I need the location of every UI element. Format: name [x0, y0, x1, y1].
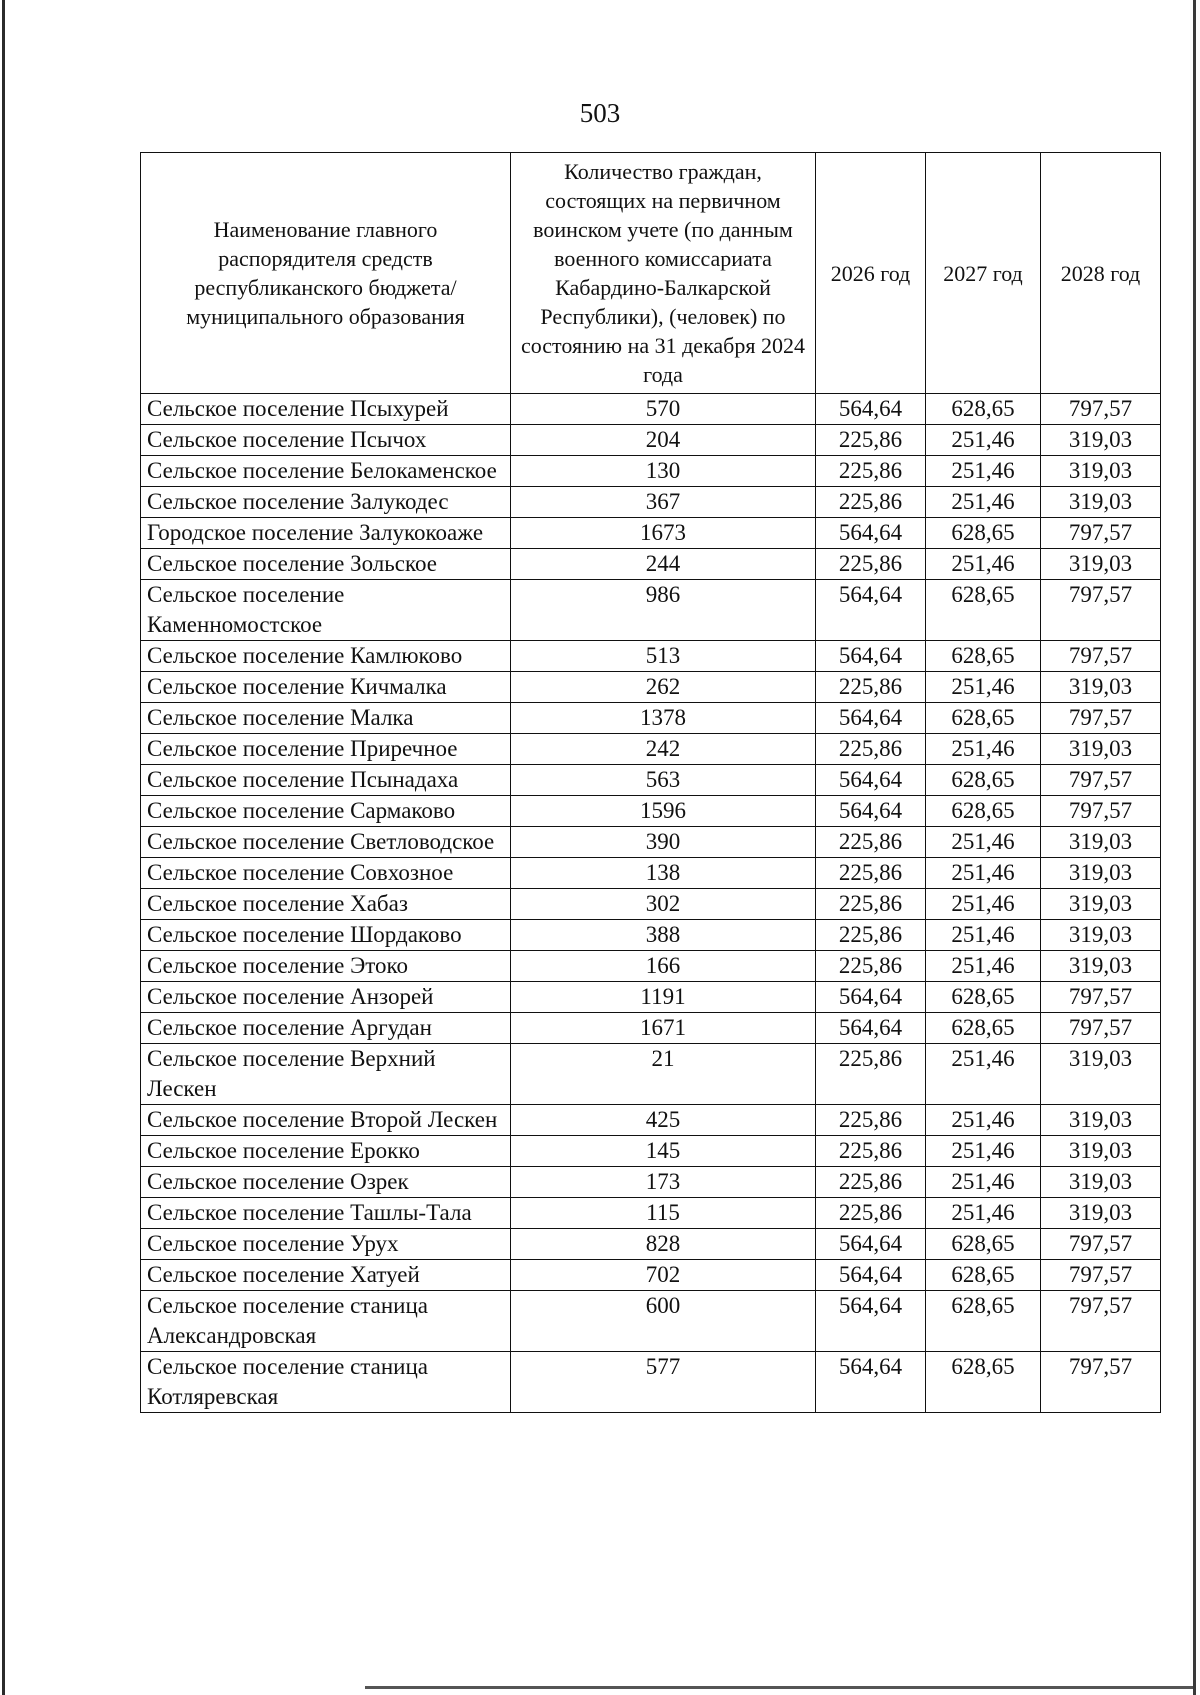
row-2028: 319,03	[1041, 1167, 1161, 1198]
row-name: Сельское поселение станица Александровская	[141, 1291, 511, 1352]
row-name: Сельское поселение станица Котляревская	[141, 1352, 511, 1413]
row-2026: 225,86	[816, 487, 926, 518]
row-2026: 564,64	[816, 518, 926, 549]
row-name: Сельское поселение Залукодес	[141, 487, 511, 518]
row-2026: 564,64	[816, 1229, 926, 1260]
table-row	[141, 1229, 1161, 1260]
row-count: 1673	[511, 518, 816, 549]
table-row	[141, 765, 1161, 796]
row-2027: 251,46	[926, 487, 1041, 518]
row-name: Сельское поселение Кичмалка	[141, 672, 511, 703]
scan-left-edge	[2, 0, 5, 1695]
row-name: Сельское поселение Псычох	[141, 425, 511, 456]
row-2026: 564,64	[816, 1260, 926, 1291]
row-2026: 225,86	[816, 1044, 926, 1105]
table-row	[141, 1291, 1161, 1352]
row-2026: 225,86	[816, 734, 926, 765]
row-2027: 628,65	[926, 641, 1041, 672]
row-2027: 628,65	[926, 518, 1041, 549]
row-2027: 251,46	[926, 549, 1041, 580]
row-2026: 225,86	[816, 920, 926, 951]
row-count: 986	[511, 580, 816, 641]
row-count: 1378	[511, 703, 816, 734]
row-name: Сельское поселение Хатуей	[141, 1260, 511, 1291]
row-name: Городское поселение Залукокоаже	[141, 518, 511, 549]
row-name: Сельское поселение Зольское	[141, 549, 511, 580]
row-2027: 251,46	[926, 1136, 1041, 1167]
row-2026: 225,86	[816, 827, 926, 858]
row-2028: 319,03	[1041, 487, 1161, 518]
row-count: 244	[511, 549, 816, 580]
row-2027: 628,65	[926, 1260, 1041, 1291]
row-2028: 319,03	[1041, 889, 1161, 920]
row-2027: 251,46	[926, 1198, 1041, 1229]
row-count: 302	[511, 889, 816, 920]
row-name: Сельское поселение Сармаково	[141, 796, 511, 827]
table-row	[141, 734, 1161, 765]
table-row	[141, 394, 1161, 425]
row-2026: 225,86	[816, 858, 926, 889]
table-row	[141, 703, 1161, 734]
scan-right-edge	[1193, 0, 1196, 1695]
header-2026: 2026 год	[816, 153, 926, 394]
header-name: Наименование главного распорядителя средств республиканского бюджета/муниципального образования	[141, 153, 511, 394]
row-2027: 628,65	[926, 1229, 1041, 1260]
row-2027: 251,46	[926, 672, 1041, 703]
row-2028: 319,03	[1041, 425, 1161, 456]
table-row	[141, 858, 1161, 889]
row-2027: 628,65	[926, 1352, 1041, 1413]
table-row	[141, 1167, 1161, 1198]
row-2027: 251,46	[926, 889, 1041, 920]
row-count: 390	[511, 827, 816, 858]
row-name: Сельское поселение Белокаменское	[141, 456, 511, 487]
row-2027: 628,65	[926, 394, 1041, 425]
table-header-row	[141, 153, 1161, 394]
row-2028: 797,57	[1041, 518, 1161, 549]
row-count: 388	[511, 920, 816, 951]
row-2028: 319,03	[1041, 456, 1161, 487]
row-2026: 225,86	[816, 456, 926, 487]
row-2027: 251,46	[926, 734, 1041, 765]
row-2027: 251,46	[926, 425, 1041, 456]
row-count: 1596	[511, 796, 816, 827]
table-row	[141, 827, 1161, 858]
row-name: Сельское поселение Ерокко	[141, 1136, 511, 1167]
row-name: Сельское поселение Камлюково	[141, 641, 511, 672]
table-row	[141, 889, 1161, 920]
table-row	[141, 672, 1161, 703]
row-count: 1191	[511, 982, 816, 1013]
row-name: Сельское поселение Малка	[141, 703, 511, 734]
row-2028: 797,57	[1041, 703, 1161, 734]
table-row	[141, 641, 1161, 672]
budget-table	[140, 152, 1161, 1413]
page-number: 503	[579, 98, 621, 128]
row-name: Сельское поселение Второй Лескен	[141, 1105, 511, 1136]
row-2028: 319,03	[1041, 1198, 1161, 1229]
row-2027: 628,65	[926, 703, 1041, 734]
table-row	[141, 1352, 1161, 1413]
row-count: 242	[511, 734, 816, 765]
row-name: Сельское поселение Ташлы-Тала	[141, 1198, 511, 1229]
table-row	[141, 796, 1161, 827]
row-2028: 319,03	[1041, 858, 1161, 889]
scan-bottom-rule	[365, 1686, 1193, 1689]
row-name: Сельское поселение Шордаково	[141, 920, 511, 951]
row-count: 173	[511, 1167, 816, 1198]
table-row	[141, 951, 1161, 982]
table-row	[141, 549, 1161, 580]
row-name: Сельское поселение Верхний Лескен	[141, 1044, 511, 1105]
table-row	[141, 425, 1161, 456]
row-2028: 797,57	[1041, 1229, 1161, 1260]
row-count: 513	[511, 641, 816, 672]
row-2026: 564,64	[816, 765, 926, 796]
row-name: Сельское поселение Этоко	[141, 951, 511, 982]
row-2028: 319,03	[1041, 827, 1161, 858]
table-row	[141, 1013, 1161, 1044]
row-2028: 319,03	[1041, 1136, 1161, 1167]
table-row	[141, 1136, 1161, 1167]
row-2026: 225,86	[816, 549, 926, 580]
header-2028: 2028 год	[1041, 153, 1161, 394]
row-2026: 225,86	[816, 1167, 926, 1198]
table-row	[141, 1198, 1161, 1229]
row-2027: 628,65	[926, 982, 1041, 1013]
row-2026: 225,86	[816, 951, 926, 982]
row-2028: 319,03	[1041, 920, 1161, 951]
row-2026: 564,64	[816, 641, 926, 672]
row-name: Сельское поселение Хабаз	[141, 889, 511, 920]
table-row	[141, 920, 1161, 951]
row-2028: 319,03	[1041, 951, 1161, 982]
row-2028: 797,57	[1041, 765, 1161, 796]
row-2027: 628,65	[926, 796, 1041, 827]
header-2027: 2027 год	[926, 153, 1041, 394]
row-count: 204	[511, 425, 816, 456]
row-2026: 225,86	[816, 889, 926, 920]
row-count: 130	[511, 456, 816, 487]
table-row	[141, 580, 1161, 641]
table-row	[141, 1260, 1161, 1291]
row-2028: 797,57	[1041, 1291, 1161, 1352]
row-count: 367	[511, 487, 816, 518]
row-count: 563	[511, 765, 816, 796]
row-2027: 251,46	[926, 1167, 1041, 1198]
row-2028: 797,57	[1041, 394, 1161, 425]
row-2028: 797,57	[1041, 796, 1161, 827]
row-count: 570	[511, 394, 816, 425]
row-2028: 319,03	[1041, 549, 1161, 580]
row-2027: 251,46	[926, 827, 1041, 858]
row-2027: 251,46	[926, 951, 1041, 982]
row-2028: 797,57	[1041, 1352, 1161, 1413]
row-2026: 564,64	[816, 982, 926, 1013]
row-2027: 251,46	[926, 1105, 1041, 1136]
row-2027: 628,65	[926, 580, 1041, 641]
row-2026: 564,64	[816, 394, 926, 425]
table-row	[141, 1044, 1161, 1105]
row-count: 145	[511, 1136, 816, 1167]
row-2027: 628,65	[926, 1291, 1041, 1352]
row-name: Сельское поселение Совхозное	[141, 858, 511, 889]
row-2028: 319,03	[1041, 1105, 1161, 1136]
row-name: Сельское поселение Псынадаха	[141, 765, 511, 796]
table-row	[141, 518, 1161, 549]
row-2028: 319,03	[1041, 734, 1161, 765]
row-2027: 251,46	[926, 1044, 1041, 1105]
row-name: Сельское поселение Каменномостское	[141, 580, 511, 641]
table-row	[141, 487, 1161, 518]
row-count: 425	[511, 1105, 816, 1136]
row-2027: 251,46	[926, 456, 1041, 487]
row-2028: 797,57	[1041, 1013, 1161, 1044]
row-count: 828	[511, 1229, 816, 1260]
row-name: Сельское поселение Аргудан	[141, 1013, 511, 1044]
row-2027: 628,65	[926, 765, 1041, 796]
row-name: Сельское поселение Урух	[141, 1229, 511, 1260]
row-count: 166	[511, 951, 816, 982]
row-2026: 225,86	[816, 672, 926, 703]
row-count: 115	[511, 1198, 816, 1229]
row-count: 138	[511, 858, 816, 889]
row-count: 21	[511, 1044, 816, 1105]
row-2026: 564,64	[816, 580, 926, 641]
row-2028: 797,57	[1041, 580, 1161, 641]
row-2026: 225,86	[816, 1136, 926, 1167]
row-name: Сельское поселение Приречное	[141, 734, 511, 765]
row-2026: 564,64	[816, 796, 926, 827]
row-2026: 225,86	[816, 1198, 926, 1229]
table-row	[141, 456, 1161, 487]
row-2026: 225,86	[816, 425, 926, 456]
row-2027: 628,65	[926, 1013, 1041, 1044]
table-body	[141, 394, 1161, 1413]
row-name: Сельское поселение Анзорей	[141, 982, 511, 1013]
row-name: Сельское поселение Псыхурей	[141, 394, 511, 425]
row-2028: 797,57	[1041, 641, 1161, 672]
row-count: 262	[511, 672, 816, 703]
row-2028: 319,03	[1041, 1044, 1161, 1105]
row-2026: 564,64	[816, 703, 926, 734]
row-2028: 797,57	[1041, 982, 1161, 1013]
row-2026: 564,64	[816, 1291, 926, 1352]
table-row	[141, 1105, 1161, 1136]
row-2026: 564,64	[816, 1013, 926, 1044]
row-name: Сельское поселение Озрек	[141, 1167, 511, 1198]
row-count: 600	[511, 1291, 816, 1352]
row-2026: 225,86	[816, 1105, 926, 1136]
row-count: 1671	[511, 1013, 816, 1044]
row-name: Сельское поселение Светловодское	[141, 827, 511, 858]
row-2028: 319,03	[1041, 672, 1161, 703]
row-2027: 251,46	[926, 920, 1041, 951]
table-row	[141, 982, 1161, 1013]
header-count: Количество граждан, состоящих на первичном воинском учете (по данным военного комиссариата Кабардино-Балкарской Республики), (человек) по состоянию на 31 декабря 2024 года	[511, 153, 816, 394]
row-count: 577	[511, 1352, 816, 1413]
row-2026: 564,64	[816, 1352, 926, 1413]
row-2027: 251,46	[926, 858, 1041, 889]
row-2028: 797,57	[1041, 1260, 1161, 1291]
row-count: 702	[511, 1260, 816, 1291]
